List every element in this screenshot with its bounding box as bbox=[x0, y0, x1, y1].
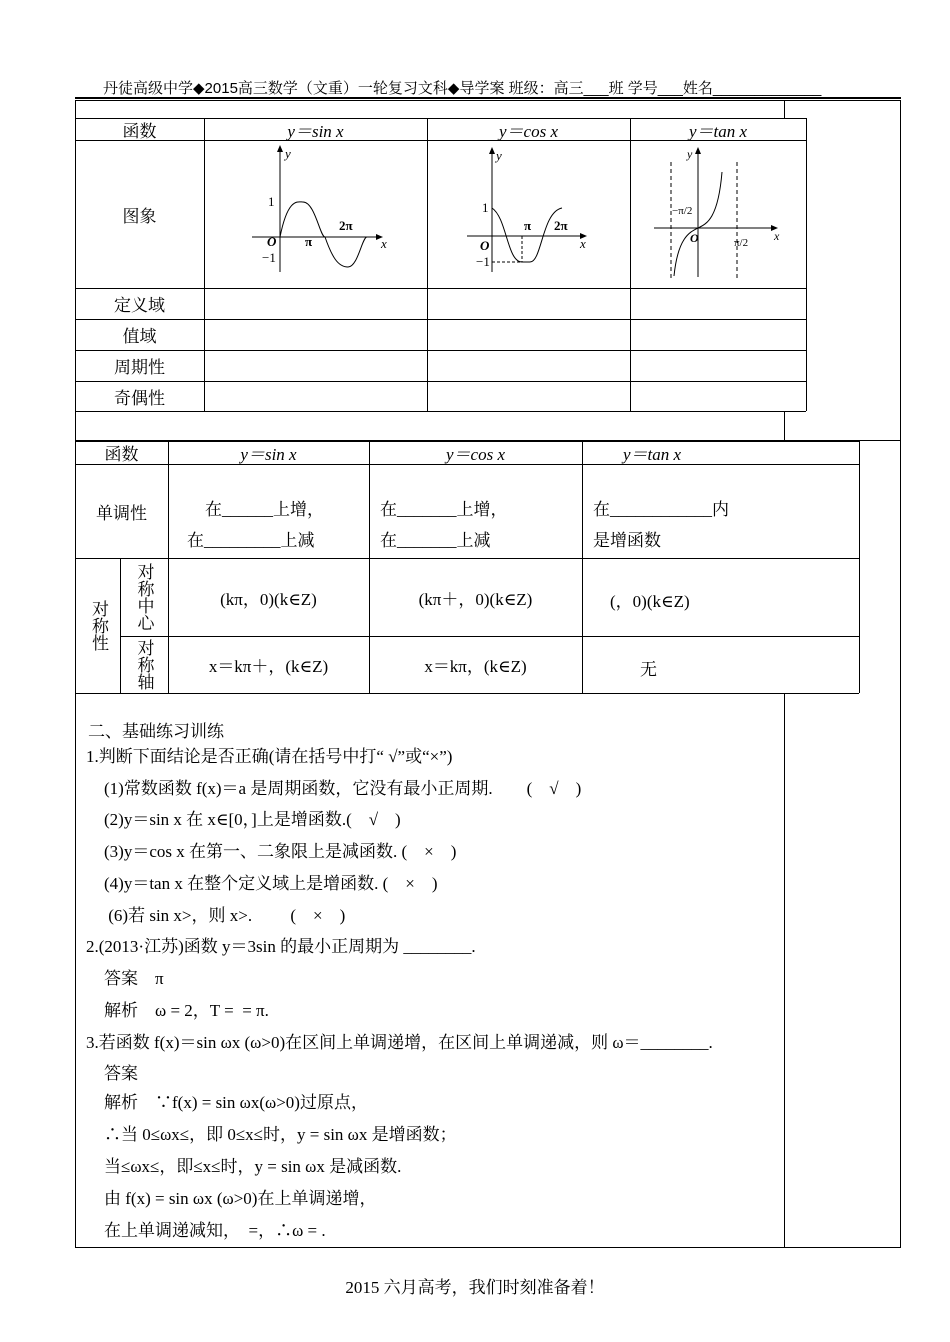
grid-line bbox=[806, 118, 807, 411]
origin-label: O bbox=[480, 238, 490, 253]
frame-divider bbox=[784, 693, 785, 1248]
section-heading: 二、基础练习训练 bbox=[88, 722, 224, 741]
row-label-range: 值域 bbox=[122, 327, 157, 346]
sin-axis: x＝kπ＋，(k∈Z) bbox=[208, 657, 329, 676]
question-3: 3.若函数 f(x)＝sin ωx (ω>0)在区间上单调递增，在区间上单调递减，则 ω＝________. bbox=[86, 1033, 713, 1052]
cos-axis: x＝kπ，(k∈Z) bbox=[424, 657, 527, 676]
frame-bottom bbox=[75, 1247, 901, 1248]
cos-graph bbox=[462, 142, 592, 282]
grid-line bbox=[120, 558, 121, 693]
tick-label: −π/2 bbox=[672, 205, 693, 217]
tan-increase-blank: 在____________内 bbox=[593, 500, 729, 519]
header-cell: 函数 bbox=[122, 121, 157, 141]
header-cell: 函数 bbox=[104, 445, 139, 464]
page-header: 丹徒高级中学◆2015高三数学（文重）一轮复习文科◆导学案 班级：高三___班 学号___姓名_____________ bbox=[103, 80, 822, 97]
question-2: 2.(2013·江苏)函数 y＝3sin 的最小正周期为 ________. bbox=[86, 937, 476, 956]
page-footer: 2015 六月高考，我们时刻准备着！ bbox=[345, 1278, 605, 1297]
header-rule bbox=[75, 97, 901, 99]
frame-top bbox=[75, 100, 901, 101]
header-cell: y＝sin x bbox=[287, 121, 344, 141]
analysis-line: 在上单调递减知， =，∴ω = . bbox=[104, 1221, 326, 1240]
tick-label: 1 bbox=[482, 200, 489, 215]
question-1-item: (4)y＝tan x 在整个定义域上是增函数. ( × ) bbox=[104, 874, 438, 893]
frame-right bbox=[900, 100, 901, 1248]
tick-label: 2π bbox=[554, 218, 568, 233]
sin-decrease-blank: 在_________上减 bbox=[187, 531, 315, 550]
frame-divider bbox=[784, 411, 785, 441]
row-label-domain: 定义域 bbox=[114, 296, 165, 315]
analysis: 解析 ∵f(x) = sin ωx(ω>0)过原点， bbox=[104, 1093, 368, 1112]
answer: 答案 π bbox=[104, 969, 164, 988]
question-1: 1.判断下面结论是否正确(请在括号中打“ √”或“×”) bbox=[86, 747, 453, 766]
axis-label: x bbox=[774, 229, 780, 243]
tick-label: −1 bbox=[262, 250, 276, 265]
row-label-parity: 奇偶性 bbox=[114, 388, 165, 408]
cos-increase-blank: 在_______上增， bbox=[380, 500, 508, 519]
header-cell: y＝cos x bbox=[445, 445, 505, 464]
symmetry-axis-label: 对称轴 bbox=[134, 639, 154, 690]
analysis: 解析 ω = 2，T = = π. bbox=[104, 1001, 269, 1020]
origin-label: O bbox=[267, 234, 277, 249]
axis-label: y bbox=[496, 148, 502, 163]
sin-increase-blank: 在______上增， bbox=[205, 500, 324, 519]
grid-line bbox=[582, 441, 583, 693]
axis-label: y bbox=[285, 146, 291, 161]
row-label-graph: 图象 bbox=[122, 206, 157, 226]
symmetry-center-label: 对称中心 bbox=[134, 563, 154, 631]
row-label-symmetry: 对称性 bbox=[89, 599, 108, 651]
axis-label: y bbox=[687, 147, 693, 161]
row-label-monotonicity: 单调性 bbox=[96, 503, 147, 523]
tan-center: (，0)(k∈Z) bbox=[610, 592, 690, 611]
header-cell: y＝tan x bbox=[622, 445, 682, 464]
sin-center: (kπ，0)(k∈Z) bbox=[220, 589, 317, 609]
header-cell: y＝tan x bbox=[688, 121, 748, 141]
analysis-line: ∴当 0≤ωx≤，即 0≤x≤时，y = sin ωx 是增函数； bbox=[104, 1125, 457, 1144]
tan-axis: 无 bbox=[640, 660, 657, 679]
question-1-item: (6)若 sin x>，则 x>. ( × ) bbox=[104, 906, 346, 925]
header-cell: y＝sin x bbox=[240, 445, 297, 464]
tick-label: 1 bbox=[268, 194, 275, 209]
cos-decrease-blank: 在_______上减 bbox=[380, 531, 491, 550]
question-1-item: (3)y＝cos x 在第一、二象限上是减函数. ( × ) bbox=[104, 842, 457, 861]
tick-label: π bbox=[524, 218, 532, 233]
grid-line bbox=[427, 118, 428, 411]
grid-line bbox=[859, 441, 860, 693]
frame-divider bbox=[784, 100, 785, 118]
grid-line bbox=[630, 118, 631, 411]
header-cell: y＝cos x bbox=[498, 121, 558, 141]
origin-label: O bbox=[690, 231, 699, 245]
tick-label: π bbox=[305, 234, 313, 249]
axis-label: x bbox=[580, 236, 586, 251]
analysis-line: 由 f(x) = sin ωx (ω>0)在上单调递增， bbox=[104, 1189, 377, 1208]
grid-line bbox=[204, 118, 205, 411]
analysis-line: 当≤ωx≤，即≤x≤时，y = sin ωx 是减函数. bbox=[104, 1157, 402, 1176]
question-1-item: (1)常数函数 f(x)＝a 是周期函数，它没有最小正周期. ( √ ) bbox=[104, 779, 582, 798]
tick-label: π/2 bbox=[734, 237, 749, 249]
tan-graph bbox=[650, 142, 790, 282]
tick-label: 2π bbox=[339, 218, 353, 233]
answer: 答案 bbox=[104, 1064, 138, 1083]
question-1-item: (2)y＝sin x 在 x∈[0，]上是增函数.( √ ) bbox=[104, 810, 401, 829]
sin-graph bbox=[240, 142, 390, 282]
grid-line bbox=[75, 693, 859, 694]
tan-increase-text: 是增函数 bbox=[593, 531, 661, 550]
grid-line bbox=[75, 411, 806, 412]
row-label-period: 周期性 bbox=[114, 358, 165, 377]
cos-center: (kπ＋，0)(k∈Z) bbox=[418, 589, 533, 609]
axis-label: x bbox=[381, 236, 387, 251]
tick-label: −1 bbox=[476, 254, 490, 269]
